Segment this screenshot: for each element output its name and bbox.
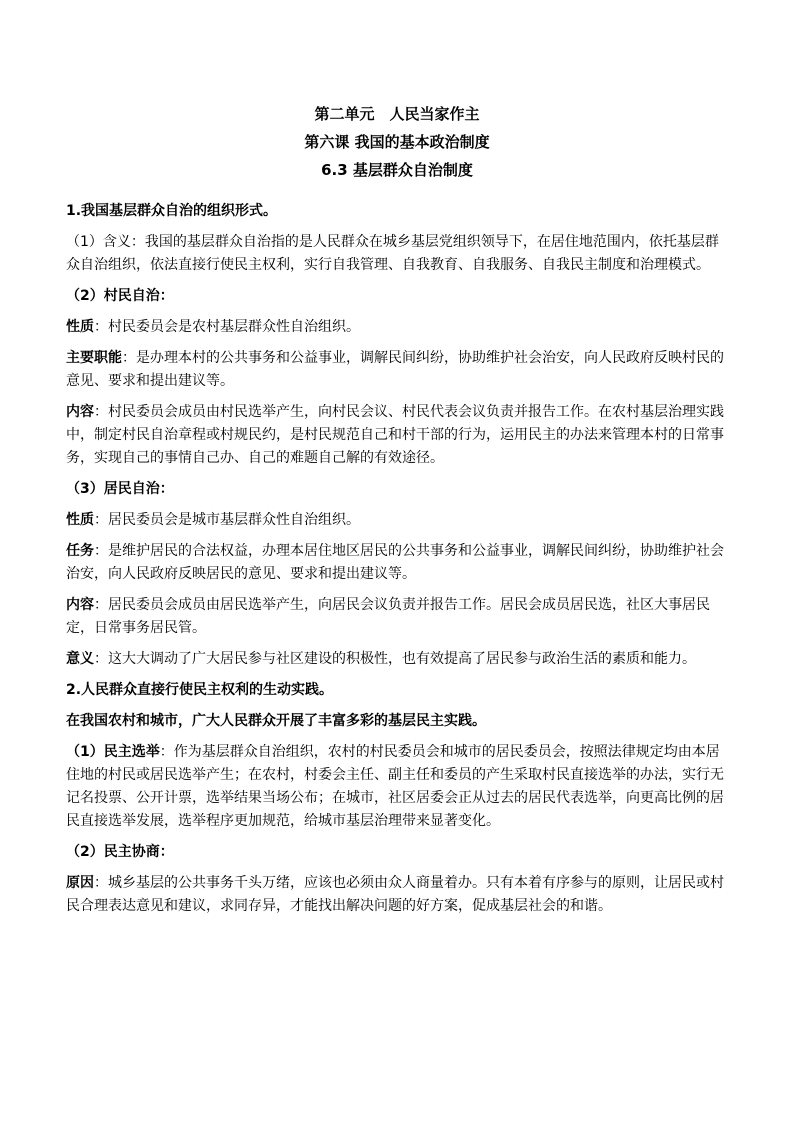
document-body	[66, 200, 728, 926]
unit-title: 第二单元 人民当家作主	[314, 105, 480, 123]
resident-task-text: ：是维护居民的合法权益，办理本居住地区居民的公共事务和公益事业，调解民间纠纷，协助维护社会治安，向人民政府反映居民的意见、要求和提出建议等。	[66, 543, 724, 582]
village-content-text: ：村民委员会成员由村民选举产生，向村民会议、村民代表会议负责并报告工作。在农村基层治理实践中，制定村民自治章程或村规民约，是村民规范自己和村干部的行为，运用民主的办法来管理本村的日常事务，实现自己的事情自己办、自己的难题自己解的有效途径。	[66, 404, 724, 466]
resident-nature-text: ：居民委员会是城市基层群众性自治组织。	[94, 512, 360, 528]
resident-meaning-label: 意义	[66, 651, 94, 667]
heading-1: 1.我国基层群众自治的组织形式。	[66, 203, 278, 219]
paragraph-resident-nature	[66, 509, 728, 532]
paragraph-resident-content	[66, 594, 728, 640]
village-duty-text: ：是办理本村的公共事务和公益事业，调解民间纠纷，协助维护社会治安，向人民政府反映村民的意见、要求和提出建议等。	[66, 350, 724, 389]
consultation-reason-text: ：城乡基层的公共事务千头万绪，应该也必须由众人商量着办。只有本着有序参与的原则，让居民或村民合理表达意见和建议，求同存异，才能找出解决问题的好方案，促成基层社会的和谐。	[66, 875, 724, 914]
consultation-reason-label: 原因	[66, 875, 94, 891]
election-label: （1）民主选举	[66, 744, 160, 760]
section-title: 6.3 基层群众自治制度	[321, 161, 473, 179]
paragraph-definition	[66, 231, 728, 277]
resident-nature-label: 性质	[66, 512, 94, 528]
definition-text: ：我国的基层群众自治指的是人民群众在城乡基层党组织领导下，在居住地范围内，依托基层群众自治组织，依法直接行使民主权利，实行自我管理、自我教育、自我服务、自我民主制度和治理模式。	[66, 234, 719, 273]
paragraph-village-nature	[66, 316, 728, 339]
definition-label: （1）含义	[66, 234, 131, 250]
title-block	[0, 100, 794, 184]
heading-democratic-consultation: （2）民主协商：	[66, 844, 174, 860]
paragraph-consultation-reason	[66, 872, 728, 918]
paragraph-resident-meaning	[66, 648, 728, 671]
resident-meaning-text: ：这大大调动了广大居民参与社区建设的积极性，也有效提高了居民参与政治生活的素质和能力。	[94, 651, 696, 667]
heading-resident-autonomy: （3）居民自治：	[66, 481, 174, 497]
heading-2-subtitle: 在我国农村和城市，广大人民群众开展了丰富多彩的基层民主实践。	[66, 713, 486, 729]
heading-village-autonomy: （2）村民自治：	[66, 288, 174, 304]
resident-content-label: 内容	[66, 597, 94, 613]
paragraph-resident-task	[66, 540, 728, 586]
village-nature-label: 性质	[66, 319, 94, 335]
paragraph-village-duty	[66, 347, 728, 393]
village-nature-text: ：村民委员会是农村基层群众性自治组织。	[94, 319, 360, 335]
resident-task-label: 任务	[66, 543, 94, 559]
heading-2: 2.人民群众直接行使民主权利的生动实践。	[66, 682, 334, 698]
lesson-title: 第六课 我国的基本政治制度	[304, 133, 490, 151]
resident-content-text: ：居民委员会成员由居民选举产生，向居民会议负责并报告工作。居民会成员居民选，社区大事居民定，日常事务居民管。	[66, 597, 710, 636]
paragraph-democratic-election	[66, 741, 728, 833]
village-content-label: 内容	[66, 404, 94, 420]
village-duty-label: 主要职能	[66, 350, 122, 366]
election-text: ：作为基层群众自治组织，农村的村民委员会和城市的居民委员会，按照法律规定均由本居住地的村民或居民选举产生；在农村，村委会主任、副主任和委员的产生采取村民直接选举的办法，实行无记名投票、公开计票，选举结果当场公布；在城市，社区居委会正从过去的居民代表选举，向更高比例的居民直接选举发展，选举程序更加规范，给城市基层治理带来显著变化。	[66, 744, 724, 829]
paragraph-village-content	[66, 401, 728, 470]
